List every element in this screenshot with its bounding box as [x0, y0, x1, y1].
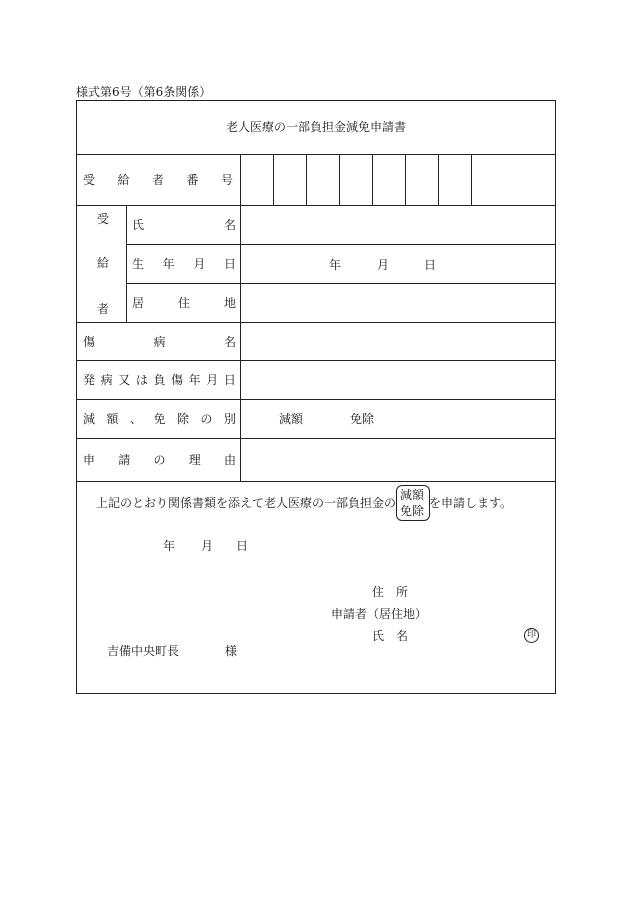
number-box-divider [471, 154, 472, 205]
birth-date-field[interactable] [241, 245, 554, 283]
date-day-label: 日 [236, 539, 249, 553]
reduction-option[interactable]: 減額 [279, 412, 304, 426]
statement-option-exemption: 免除 [400, 504, 425, 518]
disease-name-field[interactable] [241, 323, 554, 360]
address-field[interactable] [241, 284, 554, 322]
birth-day-label: 日 [424, 258, 437, 272]
application-form [76, 100, 556, 694]
statement-text-end: を申請します。 [429, 496, 513, 510]
reason-label: 申 請 の 理 由 [83, 453, 236, 467]
onset-date-label: 発 病 又 は 負 傷 年 月 日 [83, 373, 236, 387]
form-id: 様式第6号（第6条関係） [76, 85, 212, 99]
recipient-number-label: 受 給 者 番 号 [83, 173, 233, 187]
recipient-group-label: 者 [97, 302, 110, 316]
statement-option-reduction: 減額 [400, 488, 425, 502]
exemption-option[interactable]: 免除 [350, 412, 375, 426]
date-month-label: 月 [201, 539, 214, 553]
statement-text: 上記のとおり関係書類を添えて老人医療の一部負担金の [96, 496, 397, 510]
birth-month-label: 月 [377, 258, 390, 272]
form-title: 老人医療の一部負担金減免申請書 [225, 120, 406, 134]
birth-date-label: 生 年 月 日 [132, 257, 236, 271]
reason-field[interactable] [241, 439, 554, 481]
column-divider [126, 205, 127, 322]
birth-year-label: 年 [329, 258, 342, 272]
recipient-number-digit-box[interactable] [439, 155, 471, 205]
address-label: 居 住 地 [132, 296, 236, 310]
recipient-group-label: 受 [97, 212, 110, 226]
recipient-number-digit-box[interactable] [241, 155, 273, 205]
recipient-number-digit-box[interactable] [373, 155, 405, 205]
disease-name-label: 傷 病 名 [83, 334, 236, 349]
addressee-honorific: 様 [225, 644, 238, 658]
recipient-group-label: 給 [97, 256, 110, 270]
applicant-address-label: 住 所 [372, 585, 409, 599]
recipient-number-digit-box[interactable] [406, 155, 438, 205]
applicant-label: 申請者（居住地） [331, 607, 428, 621]
recipient-number-digit-box[interactable] [340, 155, 372, 205]
row-divider [77, 481, 555, 482]
name-label: 氏 名 [132, 218, 236, 232]
recipient-number-digit-box[interactable] [274, 155, 306, 205]
recipient-number-digit-box[interactable] [307, 155, 339, 205]
date-year-label: 年 [163, 539, 176, 553]
name-field[interactable] [241, 206, 554, 244]
seal-icon: 印 [524, 628, 539, 643]
applicant-name-label: 氏 名 [372, 629, 409, 643]
addressee-name: 吉備中央町長 [107, 644, 180, 658]
onset-date-field[interactable] [241, 361, 554, 399]
reduction-exemption-label: 減 額 、 免 除 の 別 [83, 412, 236, 426]
